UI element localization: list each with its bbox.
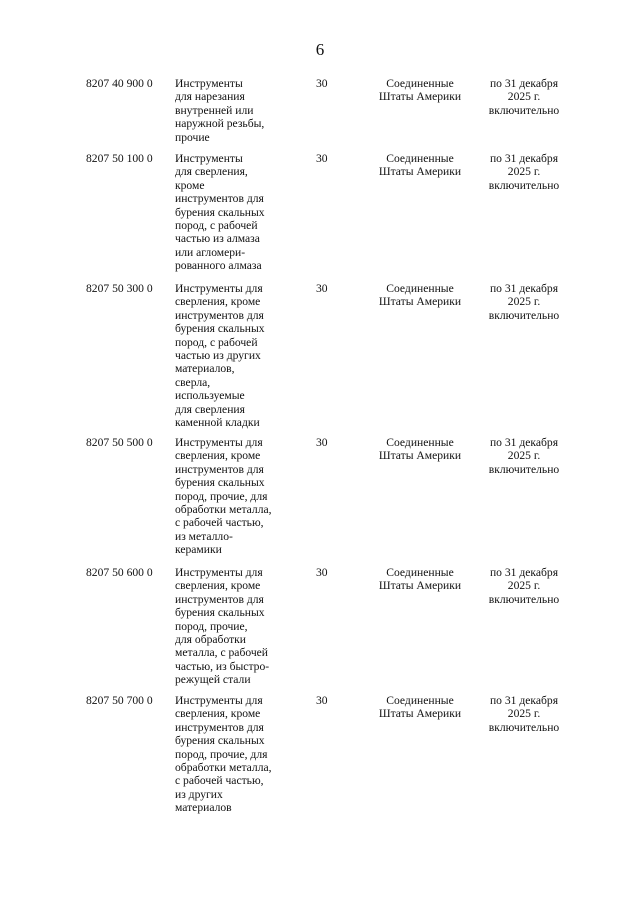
tariff-code: 8207 50 300 0 bbox=[86, 282, 153, 295]
product-description-line: сверления, кроме bbox=[175, 295, 261, 309]
validity-term-line: по 31 декабря bbox=[489, 152, 559, 165]
origin-country-line: Соединенные bbox=[386, 77, 454, 90]
product-description-line: Инструменты bbox=[175, 152, 243, 165]
product-description-line: Инструменты для bbox=[175, 566, 263, 579]
validity-term-line: включительно bbox=[488, 308, 560, 322]
validity-term-line: включительно bbox=[488, 462, 560, 476]
product-description-line: инструментов для bbox=[175, 592, 264, 606]
product-description-line: внутренней или bbox=[175, 103, 254, 117]
product-description-line: инструментов для bbox=[175, 462, 264, 476]
product-description-line: кроме bbox=[175, 178, 205, 192]
tariff-code: 8207 50 700 0 bbox=[86, 694, 153, 707]
validity-term-line: 2025 г. bbox=[507, 579, 541, 593]
tariff-code: 8207 40 900 0 bbox=[86, 77, 153, 90]
product-description-line: сверла, bbox=[175, 375, 211, 389]
product-description-line: для сверления bbox=[175, 402, 245, 416]
validity-term-line: 2025 г. bbox=[507, 90, 541, 104]
validity-term-line: по 31 декабря bbox=[489, 694, 559, 707]
validity-term-line: включительно bbox=[488, 592, 560, 606]
product-description-line: Инструменты для bbox=[175, 282, 263, 295]
product-description-line: Инструменты bbox=[175, 77, 243, 90]
product-description-line: бурения скальных bbox=[175, 322, 265, 336]
product-description-line: бурения скальных bbox=[175, 476, 265, 490]
tariff-code: 8207 50 600 0 bbox=[86, 566, 153, 579]
origin-country-line: Штаты Америки bbox=[378, 90, 462, 104]
product-description-line: обработки металла, bbox=[175, 503, 272, 517]
product-description bbox=[175, 566, 290, 687]
origin-country bbox=[370, 694, 470, 721]
product-description-line: бурения скальных bbox=[175, 205, 265, 219]
origin-country-line: Соединенные bbox=[386, 282, 454, 295]
product-description bbox=[175, 436, 290, 557]
tariff-code: 8207 50 100 0 bbox=[86, 152, 153, 165]
origin-country bbox=[370, 282, 470, 309]
origin-country-line: Штаты Америки bbox=[378, 165, 462, 179]
validity-term-line: включительно bbox=[488, 178, 560, 192]
duty-rate: 30 bbox=[316, 436, 328, 449]
origin-country bbox=[370, 152, 470, 179]
validity-term-line: 2025 г. bbox=[507, 165, 541, 179]
product-description-line: рованного алмаза bbox=[175, 259, 262, 273]
validity-term-line: включительно bbox=[488, 720, 560, 734]
validity-term bbox=[478, 566, 570, 606]
product-description-line: из других bbox=[175, 787, 223, 801]
validity-term-line: 2025 г. bbox=[507, 707, 541, 721]
product-description-line: материалов, bbox=[175, 362, 235, 376]
product-description-line: керамики bbox=[175, 543, 222, 557]
duty-rate: 30 bbox=[316, 77, 328, 90]
validity-term bbox=[478, 77, 570, 117]
origin-country-line: Соединенные bbox=[386, 436, 454, 449]
product-description bbox=[175, 77, 290, 144]
product-description-line: металла, с рабочей bbox=[175, 646, 269, 660]
product-description-line: для сверления, bbox=[175, 165, 248, 179]
product-description-line: инструментов для bbox=[175, 308, 264, 322]
origin-country-line: Штаты Америки bbox=[378, 295, 462, 309]
product-description-line: режущей стали bbox=[175, 673, 251, 687]
duty-rate: 30 bbox=[316, 282, 328, 295]
product-description bbox=[175, 152, 290, 273]
origin-country-line: Соединенные bbox=[386, 152, 454, 165]
product-description-line: инструментов для bbox=[175, 720, 264, 734]
origin-country-line: Соединенные bbox=[386, 566, 454, 579]
product-description-line: бурения скальных bbox=[175, 606, 265, 620]
origin-country-line: Соединенные bbox=[386, 694, 454, 707]
product-description-line: для нарезания bbox=[175, 90, 245, 104]
origin-country bbox=[370, 436, 470, 463]
duty-rate: 30 bbox=[316, 694, 328, 707]
product-description-line: Инструменты для bbox=[175, 436, 263, 449]
validity-term-line: 2025 г. bbox=[507, 449, 541, 463]
product-description-line: Инструменты для bbox=[175, 694, 263, 707]
product-description-line: пород, прочие, bbox=[175, 619, 248, 633]
duty-rate: 30 bbox=[316, 566, 328, 579]
product-description-line: каменной кладки bbox=[175, 416, 260, 430]
product-description-line: для обработки bbox=[175, 633, 247, 647]
product-description-line: из металло- bbox=[175, 529, 233, 543]
origin-country bbox=[370, 77, 470, 104]
product-description bbox=[175, 282, 290, 429]
validity-term-line: по 31 декабря bbox=[489, 77, 559, 90]
product-description-line: сверления, кроме bbox=[175, 707, 261, 721]
validity-term bbox=[478, 436, 570, 476]
product-description-line: пород, с рабочей bbox=[175, 219, 258, 233]
tariff-code: 8207 50 500 0 bbox=[86, 436, 153, 449]
validity-term-line: 2025 г. bbox=[507, 295, 541, 309]
product-description-line: пород, прочие, для bbox=[175, 747, 268, 761]
validity-term-line: по 31 декабря bbox=[489, 566, 559, 579]
origin-country bbox=[370, 566, 470, 593]
validity-term-line: включительно bbox=[488, 103, 560, 117]
validity-term-line: по 31 декабря bbox=[489, 282, 559, 295]
product-description-line: с рабочей частью, bbox=[175, 516, 264, 530]
validity-term bbox=[478, 152, 570, 192]
product-description-line: материалов bbox=[175, 801, 232, 815]
product-description-line: инструментов для bbox=[175, 192, 264, 206]
page-number: 6 bbox=[315, 40, 325, 59]
validity-term bbox=[478, 694, 570, 734]
origin-country-line: Штаты Америки bbox=[378, 449, 462, 463]
product-description-line: бурения скальных bbox=[175, 734, 265, 748]
product-description-line: пород, с рабочей bbox=[175, 335, 258, 349]
product-description bbox=[175, 694, 290, 815]
validity-term-line: по 31 декабря bbox=[489, 436, 559, 449]
product-description-line: пород, прочие, для bbox=[175, 489, 268, 503]
product-description-line: сверления, кроме bbox=[175, 579, 261, 593]
product-description-line: частью, из быстро- bbox=[175, 659, 270, 673]
product-description-line: используемые bbox=[175, 389, 245, 403]
product-description-line: или агломери- bbox=[175, 245, 246, 259]
product-description-line: прочие bbox=[175, 130, 210, 144]
validity-term bbox=[478, 282, 570, 322]
product-description-line: сверления, кроме bbox=[175, 449, 261, 463]
product-description-line: обработки металла, bbox=[175, 761, 272, 775]
product-description-line: частью из других bbox=[175, 349, 261, 363]
duty-rate: 30 bbox=[316, 152, 328, 165]
product-description-line: наружной резьбы, bbox=[175, 117, 265, 131]
product-description-line: частью из алмаза bbox=[175, 232, 260, 246]
product-description-line: с рабочей частью, bbox=[175, 774, 264, 788]
origin-country-line: Штаты Америки bbox=[378, 707, 462, 721]
origin-country-line: Штаты Америки bbox=[378, 579, 462, 593]
